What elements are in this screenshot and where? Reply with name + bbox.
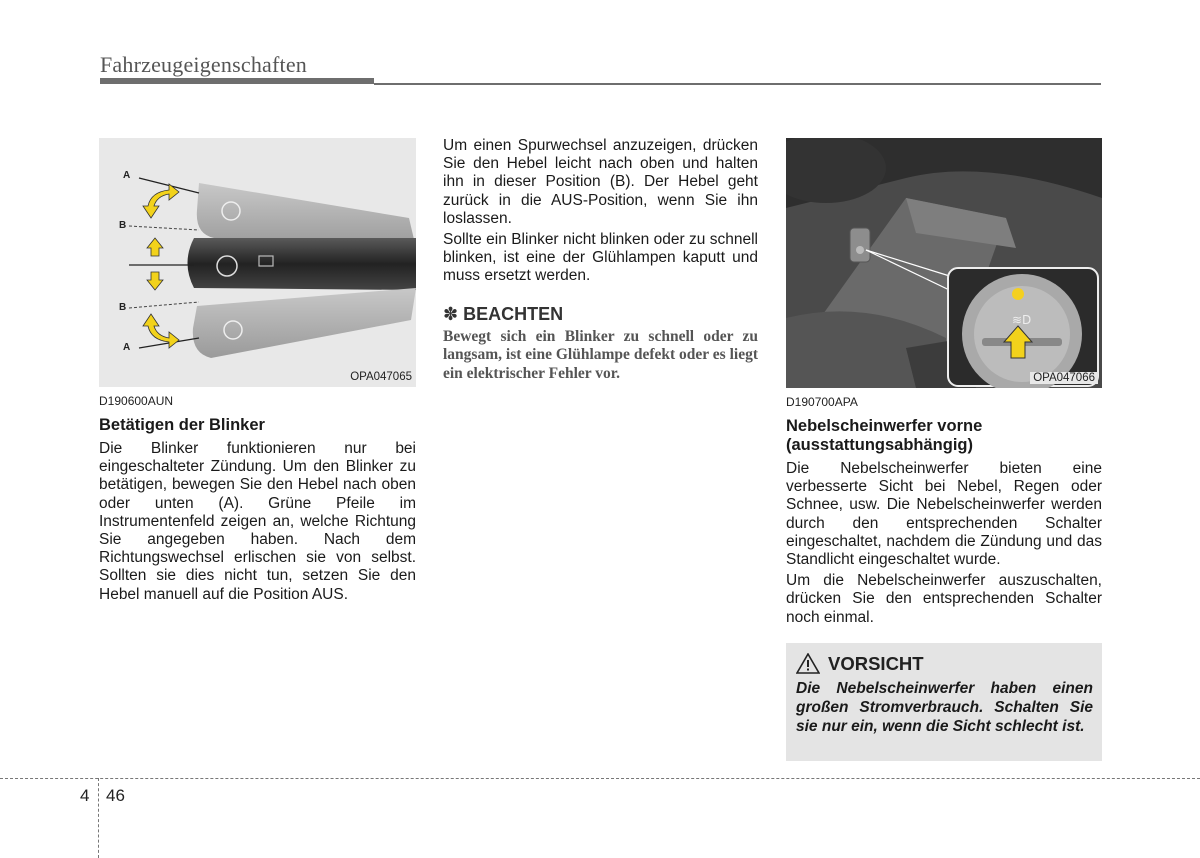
middle-column bbox=[443, 137, 758, 383]
footer-rule bbox=[0, 778, 1200, 779]
body-paragraph: Die Blinker funktionieren nur bei eingeschalteter Zündung. Um den Blinker zu betätigen, bewegen Sie den Hebel nach oben oder unten (A). Grüne Pfeile im Instrumentenfeld zeigen an, welche Richtung Sie angegeben haben. Nach dem Richtungswechsel erlischen sie von selbst. Sollten sie dies nicht tun, setzen Sie den Hebel manuell auf die Position AUS. bbox=[99, 440, 416, 603]
footer-divider bbox=[98, 778, 99, 858]
label-a-bottom: A bbox=[123, 342, 131, 353]
body-paragraph-2: Sollte ein Blinker nicht blinken oder zu schnell blinken, ist eine der Glühlampen kaputt und muss ersetzt werden. bbox=[443, 231, 758, 285]
note-body: Bewegt sich ein Blinker zu schnell oder zu langsam, ist eine Glühlampe defekt oder es liegt ein elektrischer Fehler vor. bbox=[443, 327, 758, 382]
right-column bbox=[786, 138, 1102, 761]
label-a-top: A bbox=[123, 170, 131, 181]
svg-text:≋D: ≋D bbox=[1012, 313, 1032, 327]
lever-illustration bbox=[99, 138, 416, 387]
dashboard-illustration bbox=[786, 138, 1102, 388]
label-b-top: B bbox=[119, 220, 127, 231]
body-paragraph-1: Um einen Spurwechsel anzuzeigen, drücken Sie den Hebel leicht nach oben und halten ihn in dieser Position (B). Der Hebel geht zurück in die AUS-Position, wenn Sie ihn loslassen. bbox=[443, 137, 758, 227]
left-column bbox=[99, 138, 416, 604]
section-heading bbox=[786, 417, 1102, 455]
caution-box bbox=[786, 643, 1102, 761]
caution-title: VORSICHT bbox=[828, 652, 924, 674]
caution-header bbox=[796, 653, 1093, 675]
chapter-number: 4 bbox=[80, 786, 90, 805]
section-heading: Betätigen der Blinker bbox=[99, 416, 265, 434]
warning-triangle-icon bbox=[796, 653, 820, 674]
body-paragraph-1: Die Nebelscheinwerfer bieten eine verbesserte Sicht bei Nebel, Regen oder Schnee, usw. Die Nebelscheinwerfer werden durch den entsprechenden Schalter eingeschaltet, nachdem die Zündung und das Standlicht eingeschaltet wurde. bbox=[786, 460, 1102, 569]
running-header: Fahrzeugeigenschaften bbox=[100, 52, 307, 77]
fog-light-switch-figure bbox=[786, 138, 1102, 388]
page-number: 46 bbox=[106, 786, 125, 805]
note-title: ✽ BEACHTEN bbox=[443, 303, 564, 324]
section-code: D190700APA bbox=[786, 395, 858, 409]
turn-signal-lever-figure bbox=[99, 138, 416, 387]
figure-code: OPA047065 bbox=[350, 371, 412, 383]
figure-code: OPA047066 bbox=[1030, 372, 1098, 384]
header-bar bbox=[100, 78, 374, 84]
label-b-bottom: B bbox=[119, 302, 127, 313]
caution-body: Die Nebelscheinwerfer haben einen großen Stromverbrauch. Schalten Sie sie nur ein, wenn die Sicht schlecht ist. bbox=[796, 679, 1093, 735]
header-rule bbox=[374, 83, 1101, 85]
section-heading-line1: Nebelscheinwerfer vorne bbox=[786, 417, 983, 435]
section-heading-line2: (ausstattungsabhängig) bbox=[786, 436, 974, 454]
section-code: D190600AUN bbox=[99, 394, 174, 408]
body-paragraph-2: Um die Nebelscheinwerfer auszuschalten, drücken Sie den entsprechenden Schalter noch einmal. bbox=[786, 572, 1102, 626]
